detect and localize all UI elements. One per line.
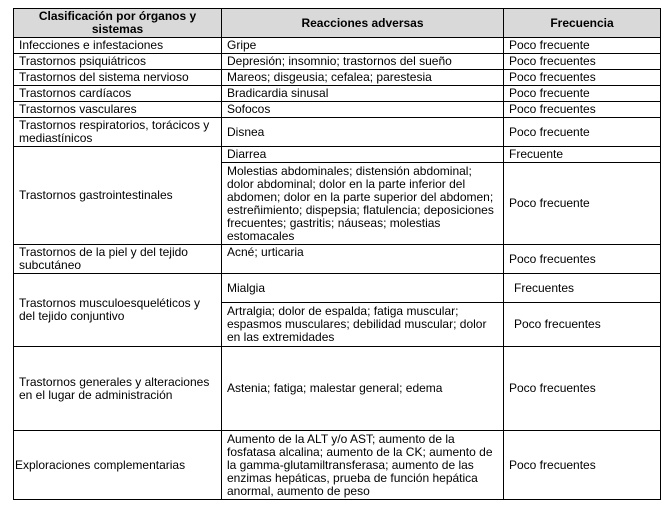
table-row xyxy=(14,431,661,500)
reaction-cell: Mialgia xyxy=(222,274,504,303)
organ-class-cell: Trastornos vasculares xyxy=(14,102,222,118)
header-organ-class: Clasificación por órganos y sistemas xyxy=(14,9,222,38)
reaction-cell: Diarrea xyxy=(222,147,504,163)
frequency-cell: Poco frecuentes xyxy=(504,102,661,118)
header-frequency: Frecuencia xyxy=(504,9,661,38)
table-row xyxy=(14,102,661,118)
frequency-cell: Poco frecuentes xyxy=(504,70,661,86)
frequency-cell: Frecuentes xyxy=(504,274,661,303)
organ-class-cell: Trastornos del sistema nervioso xyxy=(14,70,222,86)
reaction-cell: Molestias abdominales; distensión abdominal; dolor abdominal; dolor en la parte inferior del abdomen; dolor en la parte superior del abdomen; estreñimiento; dispepsia; flatulencia; deposiciones frecuentes; gastritis; náuseas; molestias estomacales xyxy=(222,163,504,245)
reaction-cell: Aumento de la ALT y/o AST; aumento de la fosfatasa alcalina; aumento de la CK; aumento de la gamma-glutamiltransferasa; aumento de las enzimas hepáticas, prueba de función hepática anormal, aumento de peso xyxy=(222,431,504,500)
reaction-cell: Gripe xyxy=(222,38,504,54)
table-row xyxy=(14,54,661,70)
organ-class-cell: Trastornos psiquiátricos xyxy=(14,54,222,70)
adverse-reactions-table xyxy=(13,8,661,500)
frequency-cell: Frecuente xyxy=(504,147,661,163)
frequency-cell: Poco frecuentes xyxy=(504,431,661,500)
frequency-cell: Poco frecuentes xyxy=(504,245,661,274)
reaction-cell: Sofocos xyxy=(222,102,504,118)
reaction-cell: Disnea xyxy=(222,118,504,147)
organ-class-cell: Trastornos de la piel y del tejido subcutáneo xyxy=(14,245,222,274)
table-row xyxy=(14,245,661,274)
reaction-cell: Bradicardia sinusal xyxy=(222,86,504,102)
frequency-cell: Poco frecuente xyxy=(504,118,661,147)
reaction-cell: Mareos; disgeusia; cefalea; parestesia xyxy=(222,70,504,86)
organ-class-cell: Infecciones e infestaciones xyxy=(14,38,222,54)
organ-class-cell: Trastornos cardíacos xyxy=(14,86,222,102)
organ-class-cell: Trastornos respiratorios, torácicos y mediastínicos xyxy=(14,118,222,147)
organ-class-cell: Trastornos generales y alteraciones en el lugar de administración xyxy=(14,347,222,431)
frequency-cell: Poco frecuentes xyxy=(504,347,661,431)
reaction-cell: Astenia; fatiga; malestar general; edema xyxy=(222,347,504,431)
organ-class-cell: Trastornos gastrointestinales xyxy=(14,147,222,245)
table-row xyxy=(14,86,661,102)
reaction-cell: Acné; urticaria xyxy=(222,245,504,274)
frequency-cell: Poco frecuente xyxy=(504,86,661,102)
table-row xyxy=(14,347,661,431)
header-adverse-reactions: Reacciones adversas xyxy=(222,9,504,38)
reaction-cell: Depresión; insomnio; trastornos del sueño xyxy=(222,54,504,70)
frequency-cell: Poco frecuentes xyxy=(504,54,661,70)
table-row xyxy=(14,70,661,86)
frequency-cell: Poco frecuentes xyxy=(504,303,661,347)
organ-class-cell: Trastornos musculoesqueléticos y del tejido conjuntivo xyxy=(14,274,222,347)
reaction-cell: Artralgia; dolor de espalda; fatiga muscular; espasmos musculares; debilidad muscular; dolor en las extremidades xyxy=(222,303,504,347)
table-header-row xyxy=(14,9,661,38)
table-row xyxy=(14,38,661,54)
organ-class-cell: Exploraciones complementarias xyxy=(14,431,222,500)
frequency-cell: Poco frecuente xyxy=(504,38,661,54)
frequency-cell: Poco frecuente xyxy=(504,163,661,245)
table-row xyxy=(14,118,661,147)
table-row xyxy=(14,147,661,163)
table-row xyxy=(14,274,661,303)
